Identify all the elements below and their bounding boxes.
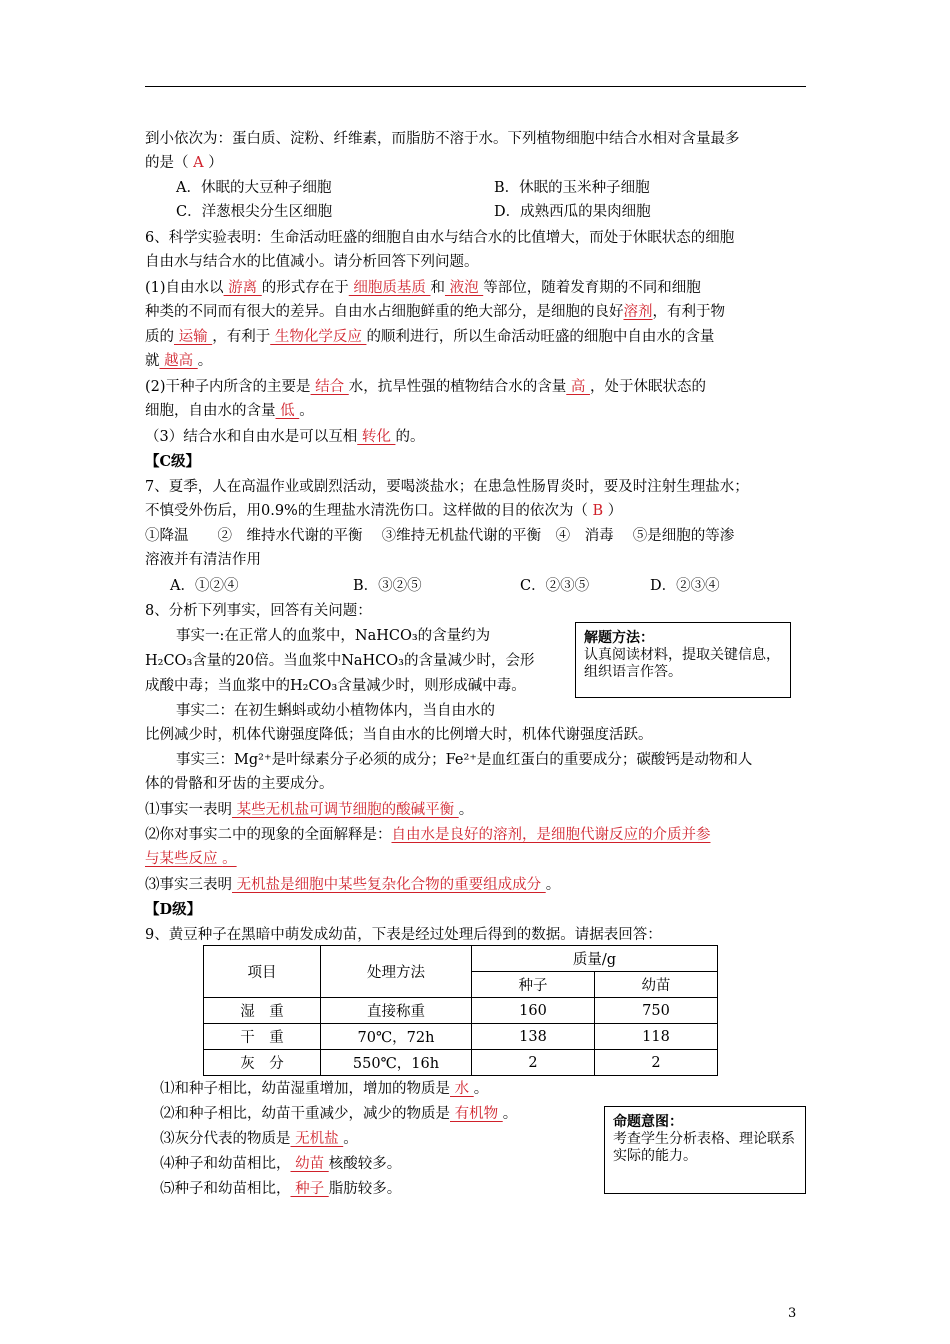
q9-stem: 9、黄豆种子在黑暗中萌发成幼苗，下表是经过处理后得到的数据。请据表回答： xyxy=(145,927,662,943)
q6-stem-line1: 6、科学实验表明：生命活动旺盛的细胞自由水与结合水的比值增大，而处于休眠状态的细胞 xyxy=(145,230,735,246)
level-d-heading: 【D级】 xyxy=(145,901,202,918)
table-header-item: 项目 xyxy=(204,946,321,998)
table-header-method: 处理方法 xyxy=(321,946,472,998)
q6-part2-line1: (2)干种子内所含的主要是 结合 水，抗旱性强的植物结合水的含量 高 ，处于休眠状态的 xyxy=(145,379,706,395)
table-row xyxy=(204,998,718,1024)
q8-answer2-line1: ⑵你对事实二中的现象的全面解释是：自由水是良好的溶剂，是细胞代谢反应的介质并参 xyxy=(145,827,711,843)
q8-answer1: ⑴事实一表明 某些无机盐可调节细胞的酸碱平衡 。 xyxy=(145,802,474,818)
table-cell: 湿 重 xyxy=(204,998,321,1024)
page-number: 3 xyxy=(788,1306,797,1321)
q6-part1-line4: 就 越高 。 xyxy=(145,353,213,369)
q9-answer5: ⑸种子和幼苗相比， 种子 脂肪较多。 xyxy=(160,1181,402,1197)
table-header-seedling: 幼苗 xyxy=(595,972,718,998)
q8-fact1-line1: 事实一:在正常人的血浆中，NaHCO₃的含量约为 xyxy=(176,628,491,644)
q8-fact3-line1: 事实三：Mg²⁺是叶绿素分子必须的成分；Fe²⁺是血红蛋白的重要成分；碳酸钙是动物和人 xyxy=(176,752,753,768)
q8-fact1-line2: H₂CO₃含量的20倍。当血浆中NaHCO₃的含量减少时，会形 xyxy=(145,653,535,669)
table-header-seed: 种子 xyxy=(472,972,595,998)
q7-option-b: B．③②⑤ xyxy=(353,578,422,594)
q7-stem-line2: 不慎受外伤后，用0.9%的生理盐水清洗伤口。这样做的目的依次为（ B ） xyxy=(145,503,623,519)
solution-method-text: 认真阅读材料，提取关键信息，组织语言作答。 xyxy=(584,647,780,680)
q5-answer: A xyxy=(193,155,204,171)
q8-answer3: ⑶事实三表明 无机盐是细胞中某些复杂化合物的重要组成成分 。 xyxy=(145,877,561,893)
table-cell: 160 xyxy=(472,998,595,1024)
q9-answer1: ⑴和种子相比，幼苗湿重增加，增加的物质是 水 。 xyxy=(160,1081,489,1097)
table-cell: 2 xyxy=(595,1050,718,1076)
table-cell: 70℃，72h xyxy=(321,1024,472,1050)
table-cell: 灰 分 xyxy=(204,1050,321,1076)
q8-fact2-line2: 比例减少时，机体代谢强度降低；当自由水的比例增大时，机体代谢强度活跃。 xyxy=(145,727,653,743)
q7-stem-line1: 7、夏季，人在高温作业或剧烈活动，要喝淡盐水；在患急性肠胃炎时，要及时注射生理盐水； xyxy=(145,479,749,495)
intent-text: 考查学生分析表格、理论联系实际的能力。 xyxy=(613,1131,795,1164)
q8-answer2-line2: 与某些反应 。 xyxy=(145,851,237,867)
q5-option-d: D．成熟西瓜的果肉细胞 xyxy=(494,204,651,220)
q5-stem-line1: 到小依次为：蛋白质、淀粉、纤维素，而脂肪不溶于水。下列植物细胞中结合水相对含量最多 xyxy=(145,131,740,147)
q6-part1-line1: (1)自由水以 游离 的形式存在于 细胞质基质 和 液泡 等部位，随着发育期的不同和细胞 xyxy=(145,280,701,296)
level-c-heading: 【C级】 xyxy=(145,453,201,470)
table-row xyxy=(204,1024,718,1050)
table-row xyxy=(204,1050,718,1076)
q9-data-table xyxy=(203,945,718,1076)
q6-part1-line3: 质的 运输 ，有利于 生物化学反应 的顺利进行，所以生命活动旺盛的细胞中自由水的含量 xyxy=(145,329,715,345)
q9-answer2: ⑵和种子相比，幼苗干重减少，减少的物质是 有机物 。 xyxy=(160,1106,518,1122)
q5-option-a: A．休眠的大豆种子细胞 xyxy=(176,180,332,196)
q7-items-line1: ①降温 ② 维持水代谢的平衡 ③维持无机盐代谢的平衡 ④ 消毒 ⑤是细胞的等渗 xyxy=(145,528,735,544)
q7-items-line2: 溶液并有清洁作用 xyxy=(145,552,261,568)
table-cell: 2 xyxy=(472,1050,595,1076)
q5-option-c: C．洋葱根尖分生区细胞 xyxy=(176,204,333,220)
q8-fact1-line3: 成酸中毒；当血浆中的H₂CO₃含量减少时，则形成碱中毒。 xyxy=(145,678,526,694)
q7-answer: B xyxy=(592,503,604,519)
solution-method-title: 解题方法： xyxy=(584,630,654,646)
intent-title: 命题意图： xyxy=(613,1114,683,1130)
table-header-mass: 质量/g xyxy=(472,946,718,972)
table-cell: 550℃，16h xyxy=(321,1050,472,1076)
table-cell: 118 xyxy=(595,1024,718,1050)
table-cell: 直接称重 xyxy=(321,998,472,1024)
q5-stem-line2: 的是（ A ） xyxy=(145,155,223,171)
q7-option-d: D．②③④ xyxy=(650,578,720,594)
q7-option-a: A．①②④ xyxy=(170,578,239,594)
q6-part1-line2: 种类的不同而有很大的差异。自由水占细胞鲜重的绝大部分，是细胞的良好溶剂，有利于物 xyxy=(145,304,725,320)
q8-stem: 8、分析下列事实，回答有关问题： xyxy=(145,603,372,619)
q8-fact2-line1: 事实二：在初生蝌蚪或幼小植物体内，当自由水的 xyxy=(176,703,495,719)
q9-answer3: ⑶灰分代表的物质是 无机盐 。 xyxy=(160,1131,358,1147)
q8-fact3-line2: 体的骨骼和牙齿的主要成分。 xyxy=(145,776,334,792)
q9-answer4: ⑷种子和幼苗相比， 幼苗 核酸较多。 xyxy=(160,1156,402,1172)
solution-method-box xyxy=(575,622,791,698)
q7-option-c: C．②③⑤ xyxy=(520,578,590,594)
q6-part2-line2: 细胞，自由水的含量 低 。 xyxy=(145,403,314,419)
intent-box xyxy=(604,1106,806,1194)
q5-option-b: B．休眠的玉米种子细胞 xyxy=(494,180,650,196)
header-rule xyxy=(145,86,806,87)
table-cell: 750 xyxy=(595,998,718,1024)
q6-part3: （3）结合水和自由水是可以互相 转化 的。 xyxy=(145,429,425,445)
table-cell: 138 xyxy=(472,1024,595,1050)
q6-stem-line2: 自由水与结合水的比值减小。请分析回答下列问题。 xyxy=(145,254,479,270)
table-cell: 干 重 xyxy=(204,1024,321,1050)
